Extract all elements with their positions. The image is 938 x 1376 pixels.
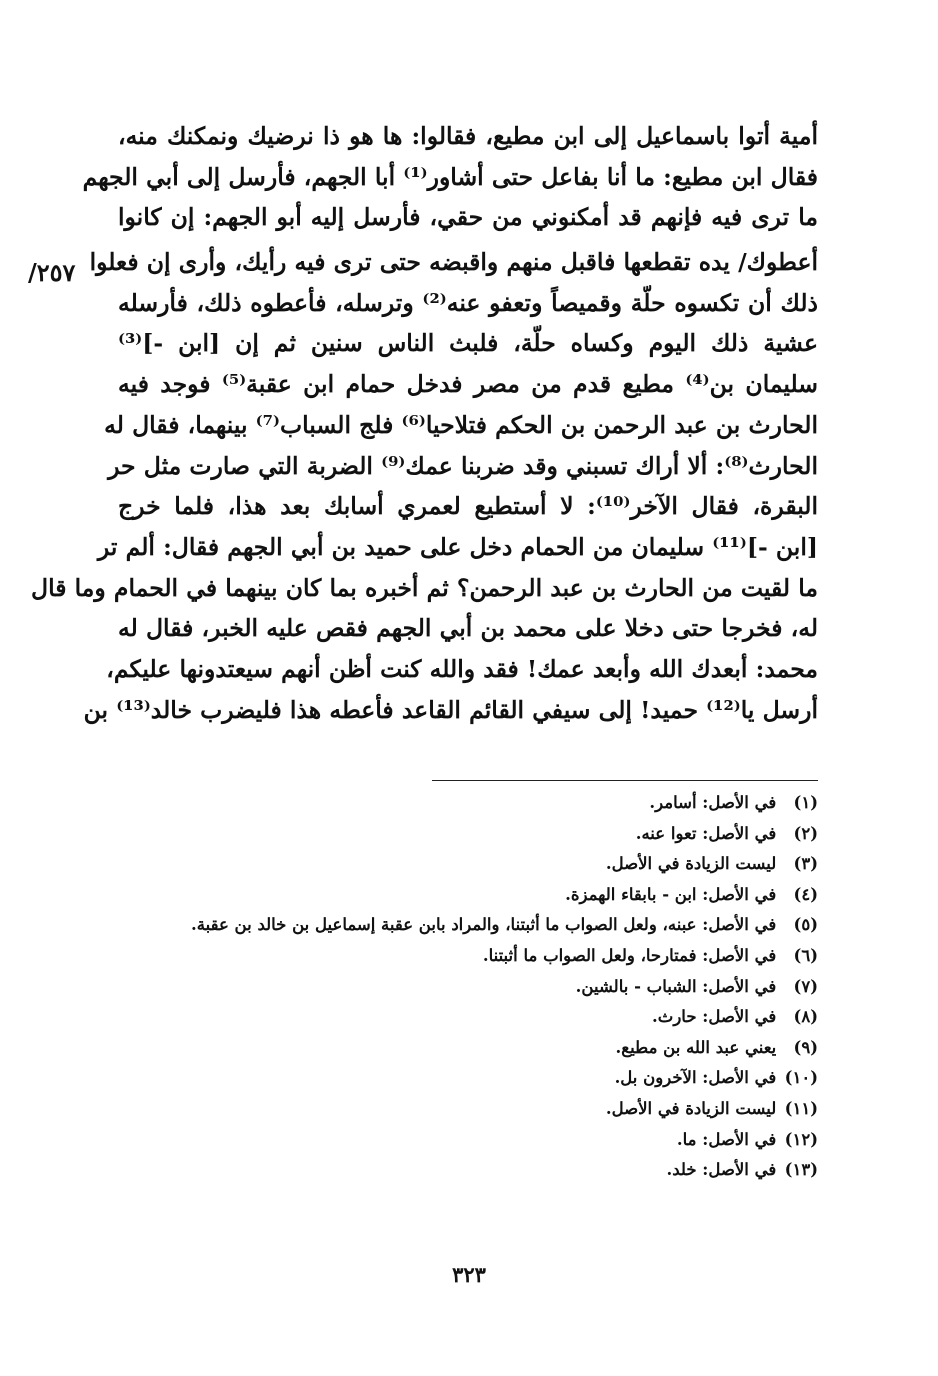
footnote-number: (٦) bbox=[793, 945, 818, 965]
text-line: له، فخرجا حتى دخلا على محمد بن أبي الجهم فقص عليه الخبر، فقال له bbox=[118, 614, 818, 643]
footnote-text: في الأصل: ما. bbox=[676, 1129, 777, 1149]
footnotes-block bbox=[130, 788, 818, 1186]
footnote bbox=[130, 1002, 818, 1033]
footnote bbox=[130, 880, 818, 911]
footnote-number: (٤) bbox=[793, 884, 818, 904]
text-line: ما لقيت من الحارث بن عبد الرحمن؟ ثم أخبره بما كان بينهما في الحمام وما قال bbox=[31, 573, 818, 602]
footnote bbox=[130, 819, 818, 850]
text-line: أعطوك/ يده تقطعها فاقبل منهم واقبضه حتى ترى فيه رأيك، وأرى إن فعلوا bbox=[89, 248, 818, 277]
footnote bbox=[130, 788, 818, 819]
footnote-text: يعني عبد الله بن مطيع. bbox=[615, 1037, 777, 1057]
footnote bbox=[130, 910, 818, 941]
footnote-number: (١) bbox=[793, 793, 818, 812]
footnote bbox=[130, 941, 818, 972]
footnote-text: في الأصل: فمتارحا، ولعل الصواب ما أثبتنا. bbox=[482, 945, 777, 965]
footnote bbox=[130, 849, 818, 880]
text-line: أرسل يا⁽¹²⁾ حميد! إلى سيفي القائم القاعد فأعطه هذا فليضرب خالد⁽¹³⁾ بن bbox=[83, 695, 818, 724]
footnote-text: في الأصل: الشباب - بالشين. bbox=[575, 976, 777, 996]
footnote-number: (١٢) bbox=[784, 1129, 818, 1149]
text-line: عشية ذلك اليوم وكساه حلّة، فلبث الناس سنين ثم إن [ابن -]⁽³⁾ bbox=[118, 329, 818, 358]
text-line: فقال ابن مطيع: ما أنا بفاعل حتى أشاور⁽¹⁾ أبا الجهم، فأرسل إلى أبي الجهم bbox=[82, 162, 818, 191]
text-line: [ابن -]⁽¹¹⁾ سليمان من الحمام دخل على حميد بن أبي الجهم فقال: ألم تر bbox=[97, 532, 818, 561]
footnote-text: ليست الزيادة في الأصل. bbox=[605, 1098, 777, 1118]
footnote-number: (١٠) bbox=[784, 1068, 818, 1088]
footnote bbox=[130, 1033, 818, 1064]
footnote-text: في الأصل: أسامر. bbox=[649, 793, 777, 812]
footnote-text: في الأصل: ابن - بابقاء الهمزة. bbox=[565, 884, 777, 904]
footnote-number: (٧) bbox=[793, 976, 818, 996]
footnote-text: في الأصل: حارث. bbox=[652, 1007, 777, 1027]
page-number: ٣٢٣ bbox=[452, 1262, 486, 1287]
footnote-text: في الأصل: خلد. bbox=[666, 1160, 777, 1180]
text-line: أمية أتوا باسماعيل إلى ابن مطيع، فقالوا: ها هو ذا نرضيك ونمكنك منه، bbox=[118, 122, 818, 150]
footnote bbox=[130, 1155, 818, 1186]
text-line: سليمان بن⁽⁴⁾ مطيع قدم من مصر فدخل حمام ابن عقبة⁽⁵⁾ فوجد فيه bbox=[118, 370, 818, 399]
footnote-number: (١١) bbox=[784, 1098, 818, 1118]
footnote bbox=[130, 1125, 818, 1156]
text-line: ذلك أن تكسوه حلّة وقميصاً وتعفو عنه⁽²⁾ وترسله، فأعطوه ذلك، فأرسله bbox=[118, 288, 818, 317]
footnote-text: في الأصل: تعوا عنه. bbox=[635, 823, 777, 843]
footnote-text: ليست الزيادة في الأصل. bbox=[605, 854, 777, 874]
footnote-separator bbox=[432, 780, 818, 781]
footnote bbox=[130, 1063, 818, 1094]
footnote-number: (٣) bbox=[793, 854, 818, 874]
footnote bbox=[130, 1094, 818, 1125]
footnote-number: (٩) bbox=[793, 1037, 818, 1057]
text-line: الحارث بن عبد الرحمن بن الحكم فتلاحيا⁽⁶⁾ فلج السباب⁽⁷⁾ بينهما، فقال له bbox=[104, 410, 818, 439]
footnote-text: في الأصل: عبنه، ولعل الصواب ما أثبتنا، والمراد بابن عقبة إسماعيل بن خالد بن عقبة. bbox=[191, 915, 777, 935]
footnote-number: (١٣) bbox=[784, 1160, 818, 1180]
text-line: الحارث⁽⁸⁾: ألا أراك تسبني وقد ضربنا عمك⁽⁹⁾ الضربة التي صارت مثل حر bbox=[108, 451, 818, 480]
text-line: ما ترى فيه فإنهم قد أمكنوني من حقي، فأرسل إليه أبو الجهم: إن كانوا bbox=[118, 203, 818, 232]
footnote-number: (٢) bbox=[793, 823, 818, 843]
footnote-text: في الأصل: الآخرون بل. bbox=[614, 1068, 777, 1088]
text-line: البقرة، فقال الآخر⁽¹⁰⁾: لا أستطيع لعمري أسابك بعد هذا، فلما خرج bbox=[118, 492, 818, 521]
text-line: محمد: أبعدك الله وأبعد عمك! فقد والله كنت أظن أنهم سيعتدونها عليكم، bbox=[106, 654, 818, 683]
footnote-number: (٥) bbox=[793, 915, 818, 935]
footnote bbox=[130, 972, 818, 1003]
footnote-number: (٨) bbox=[793, 1007, 818, 1027]
margin-page-reference: ٢٥٧/ bbox=[28, 258, 76, 287]
